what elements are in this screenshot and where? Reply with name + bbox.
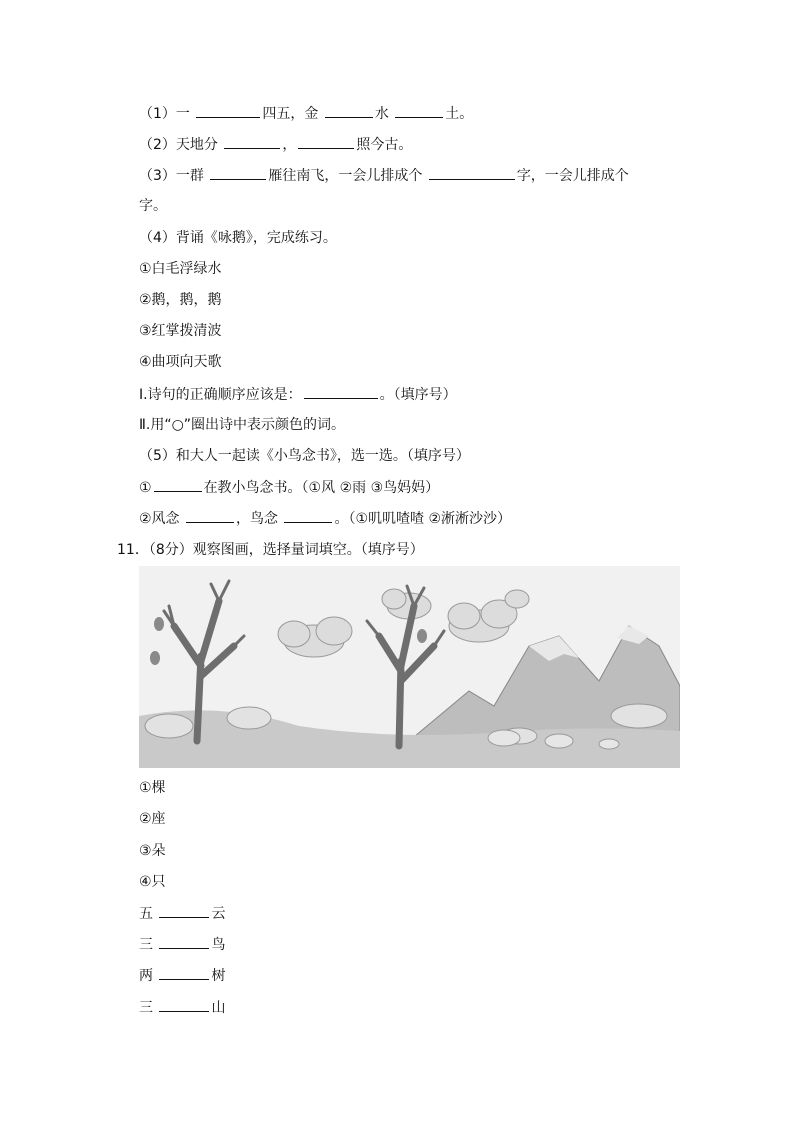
q10-line-4: 字。 — [139, 198, 167, 214]
option-4: ④只 — [139, 874, 166, 890]
q10-part5-heading: （5）和大人一起读《小鸟念书》，选一选。（填序号） — [139, 448, 470, 464]
fill-row-3: 两 树 — [139, 968, 226, 984]
landscape-illustration — [139, 566, 680, 768]
blank-2[interactable] — [325, 104, 373, 118]
blank-10[interactable] — [284, 509, 332, 523]
fill-row-4: 三 山 — [139, 1000, 226, 1016]
blank-7[interactable] — [429, 166, 515, 180]
sub-question-2: Ⅱ.用“○”圈出诗中表示颜色的词。 — [139, 417, 346, 433]
q10-line-2: （2）天地分 ， 照今古。 — [139, 137, 413, 153]
blank-order[interactable] — [304, 385, 378, 399]
blank-4[interactable] — [224, 135, 280, 149]
blank-mountain[interactable] — [159, 998, 209, 1012]
blank-3[interactable] — [395, 104, 443, 118]
blank-1[interactable] — [196, 104, 260, 118]
q11-title: 11．（8分）观察图画，选择量词填空。（填序号） — [117, 542, 424, 558]
poem-line-4: ④曲项向天歌 — [139, 354, 222, 370]
blank-9[interactable] — [186, 509, 234, 523]
option-1: ①棵 — [139, 780, 166, 796]
poem-line-3: ③红掌拨清波 — [139, 323, 222, 339]
blank-6[interactable] — [210, 166, 266, 180]
blank-tree[interactable] — [159, 966, 209, 980]
blank-bird[interactable] — [159, 935, 209, 949]
poem-line-1: ①白毛浮绿水 — [139, 261, 222, 277]
poem-line-2: ②鹅，鹅，鹅 — [139, 292, 222, 308]
q10-line-3: （3）一群 雁往南飞，一会儿排成个 字，一会儿排成个 — [139, 168, 629, 184]
blank-8[interactable] — [154, 478, 202, 492]
fill-row-2: 三 鸟 — [139, 937, 226, 953]
blank-cloud[interactable] — [159, 904, 209, 918]
option-2: ②座 — [139, 811, 166, 827]
sub-question-1: Ⅰ.诗句的正确顺序应该是： 。（填序号） — [139, 387, 457, 403]
q10-line-7: ① 在教小鸟念书。（①风 ②雨 ③鸟妈妈） — [139, 480, 440, 496]
q10-part4-heading: （4）背诵《咏鹅》，完成练习。 — [139, 230, 337, 246]
q10-line-8: ②风念 ，鸟念 。（①叽叽喳喳 ②淅淅沙沙） — [139, 511, 512, 527]
blank-5[interactable] — [298, 135, 354, 149]
option-3: ③朵 — [139, 843, 166, 859]
q10-line-1: （1）一 四五，金 水 土。 — [139, 106, 474, 122]
fill-row-1: 五 云 — [139, 906, 226, 922]
